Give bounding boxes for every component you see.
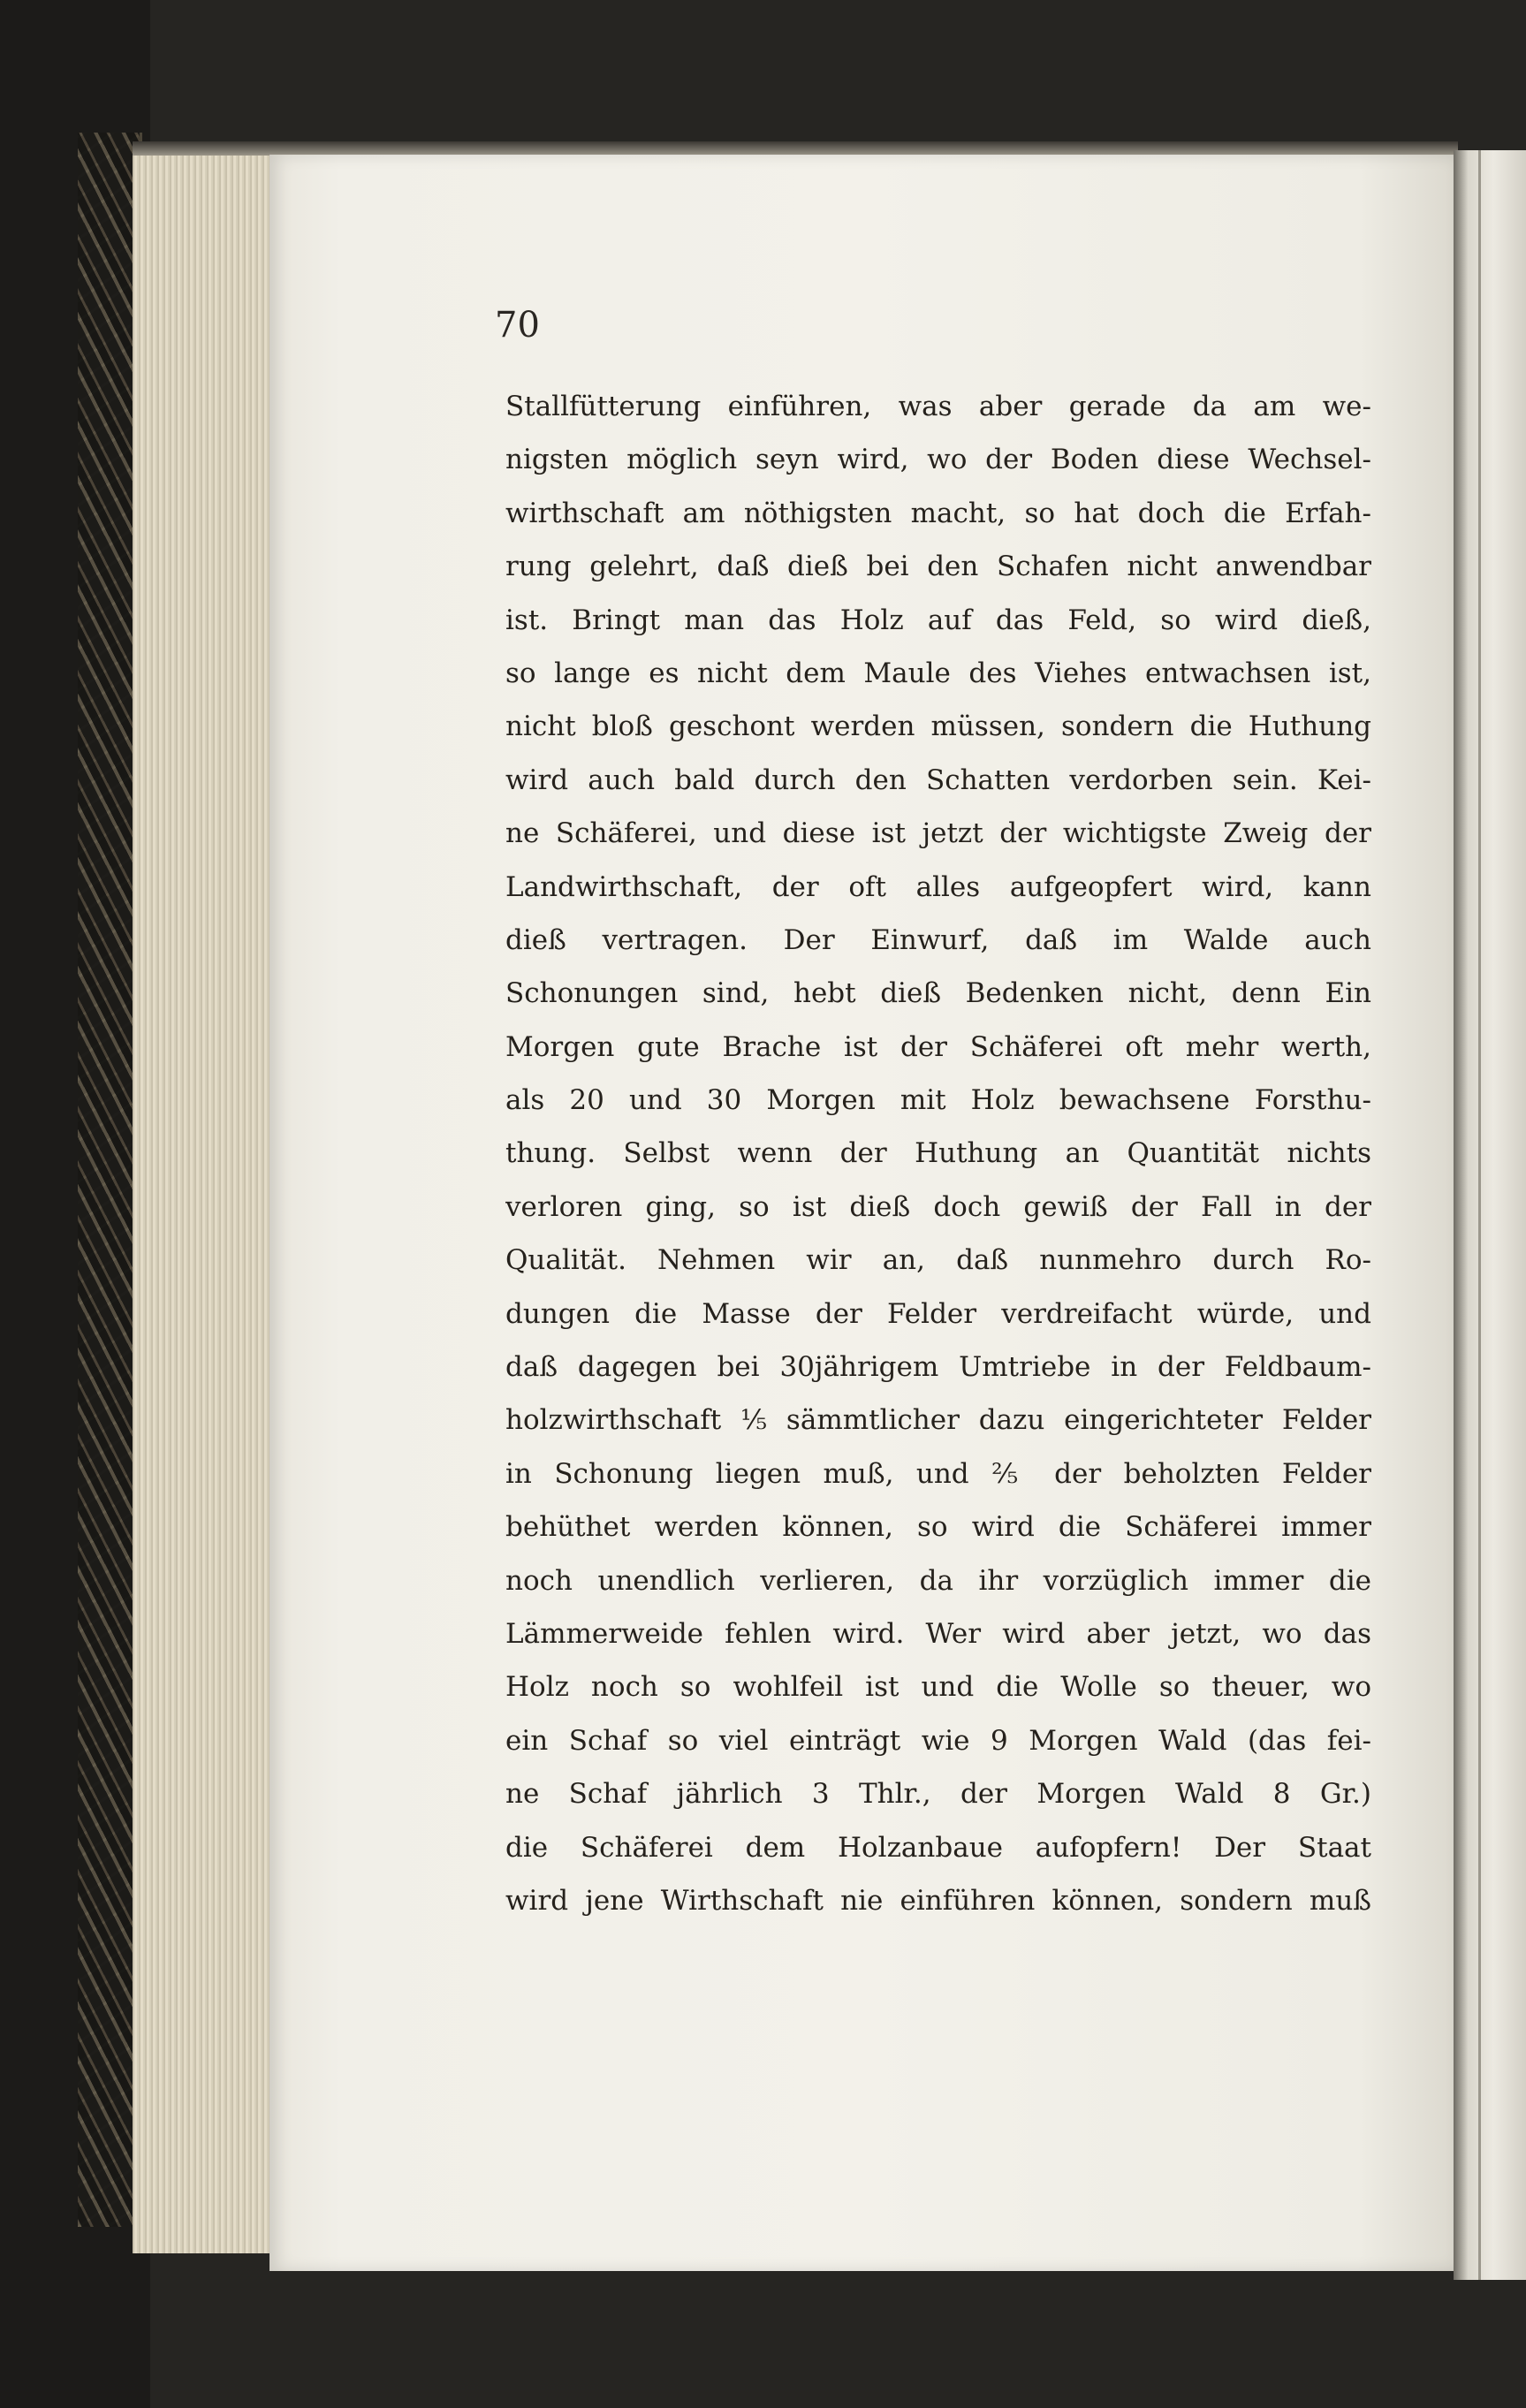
page-top-shadow [133,141,1458,156]
text-line: Stallfütterung einführen, was aber gerade da am we- [505,391,1371,422]
text-line: Schonungen sind, hebt dieß Bedenken nicht, denn Ein [505,977,1371,1010]
page-edges [133,141,274,2253]
text-line: ne Schaf jährlich 3 Thlr., der Morgen Wald 8 Gr.) [505,1778,1371,1811]
text-line: thung. Selbst wenn der Huthung an Quantität nichts [505,1137,1371,1170]
text-line: als 20 und 30 Morgen mit Holz bewachsene Forsthu- [505,1084,1371,1117]
text-line: ne Schäferei, und diese ist jetzt der wichtigste Zweig der [505,817,1371,850]
text-line: so lange es nicht dem Maule des Viehes entwachsen ist, [505,657,1371,689]
text-line: ein Schaf so viel einträgt wie 9 Morgen Wald (das fei- [505,1724,1371,1757]
text-line: behüthet werden können, so wird die Schäferei immer [505,1511,1371,1544]
text-line: Qualität. Nehmen wir an, daß nunmehro durch Ro- [505,1244,1371,1277]
text-line: wird auch bald durch den Schatten verdorben sein. Kei- [505,763,1371,796]
text-line: noch unendlich verlieren, da ihr vorzüglich immer die [505,1564,1371,1597]
text-line: Holz noch so wohlfeil ist und die Wolle so theuer, wo [505,1671,1371,1704]
text-line: ist. Bringt man das Holz auf das Feld, so wird dieß, [505,604,1371,636]
page-text [505,380,1371,1927]
text-line: dungen die Masse der Felder verdreifacht würde, und [505,1297,1371,1330]
text-line: daß dagegen bei 30jährigem Umtriebe in der Feldbaum- [505,1351,1371,1384]
text-line: dieß vertragen. Der Einwurf, daß im Walde auch [505,923,1371,956]
page-number: 70 [495,305,540,346]
text-line: rung gelehrt, daß dieß bei den Schafen nicht anwendbar [505,551,1371,583]
text-line: nigsten möglich seyn wird, wo der Boden diese Wechsel- [505,444,1371,476]
text-line: Lämmerweide fehlen wird. Wer wird aber jetzt, wo das [505,1617,1371,1650]
text-line: wird jene Wirthschaft nie einführen können, sondern muß [505,1884,1371,1917]
text-line: wirthschaft am nöthigsten macht, so hat doch die Erfah- [505,497,1371,529]
text-line: in Schonung liegen muß, und ⅖ der beholzten Felder [505,1457,1371,1490]
text-line: holzwirthschaft ⅕ sämmtlicher dazu eingerichteter Felder [505,1404,1371,1437]
text-line: die Schäferei dem Holzanbaue aufopfern! Der Staat [505,1831,1371,1864]
text-line: Landwirthschaft, der oft alles aufgeopfert wird, kann [505,870,1371,903]
facing-page-edge [1454,150,1526,2280]
text-line: verloren ging, so ist dieß doch gewiß der Fall in der [505,1190,1371,1223]
text-line: nicht bloß geschont werden müssen, sondern die Huthung [505,710,1371,743]
text-line: Morgen gute Brache ist der Schäferei oft mehr werth, [505,1030,1371,1063]
